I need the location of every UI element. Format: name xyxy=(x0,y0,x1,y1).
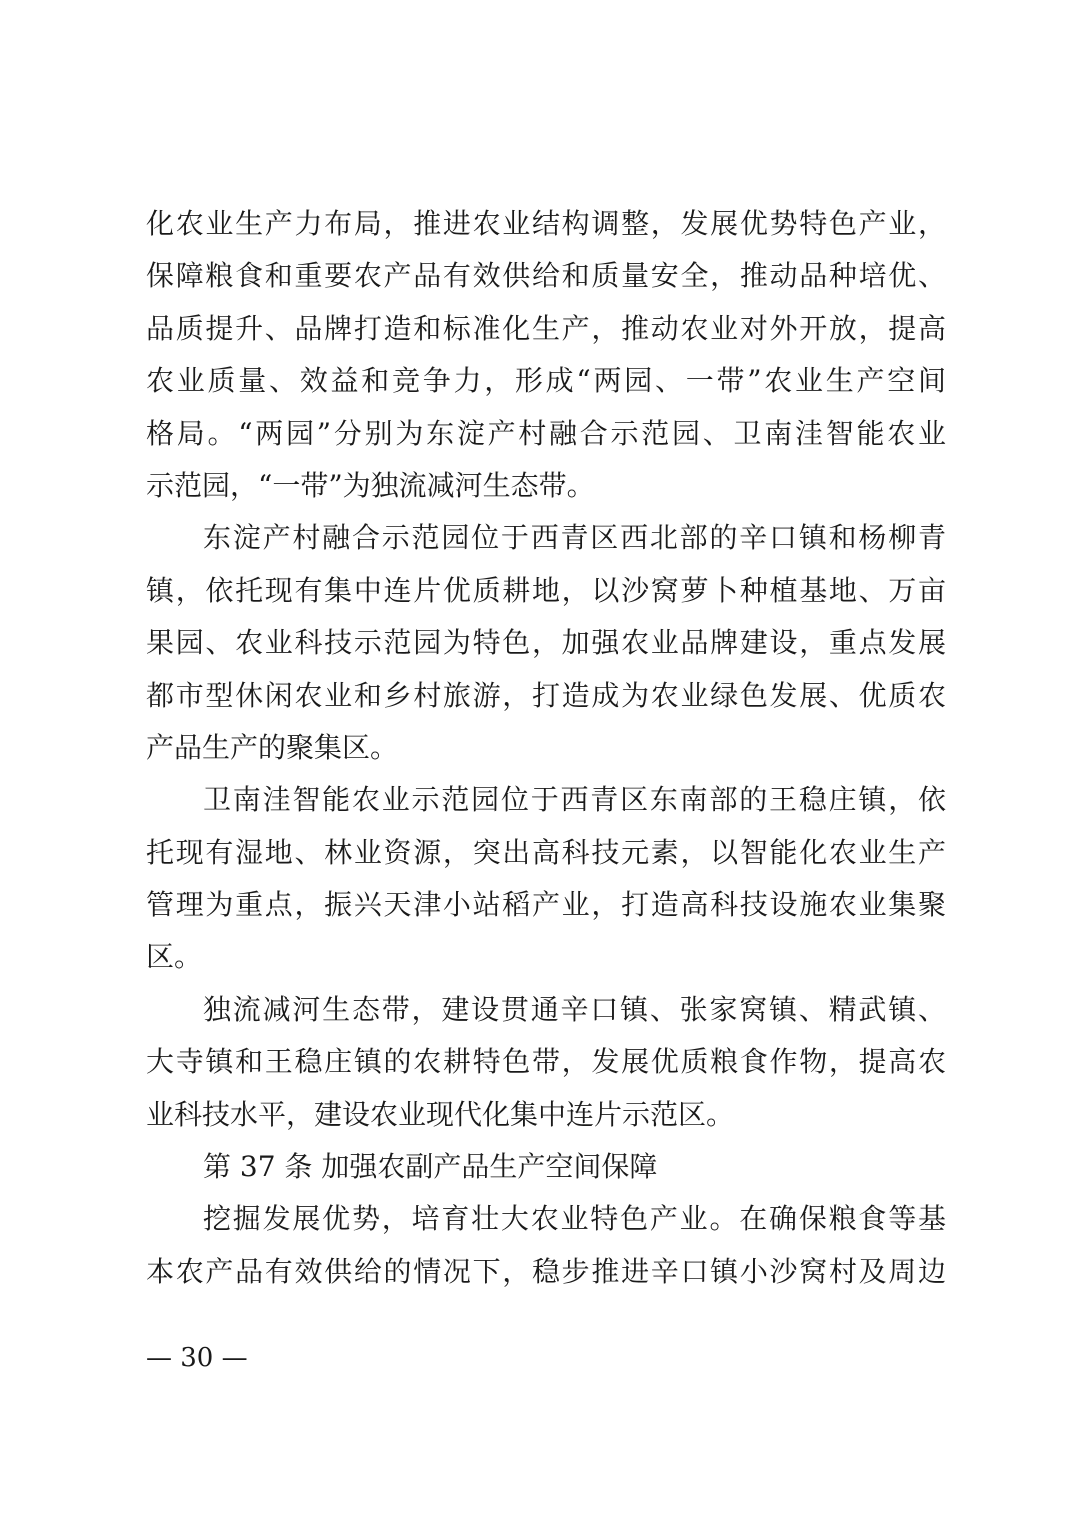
section-heading: 第 37 条 加强农副产品生产空间保障 xyxy=(203,1150,658,1184)
text-line: 保障粮食和重要农产品有效供给和质量安全，推动品种培优、 xyxy=(146,259,946,293)
text-line: 托现有湿地、林业资源，突出高科技元素，以智能化农业生产 xyxy=(146,835,946,869)
page-number: — 30 — xyxy=(146,1343,248,1373)
text-line: 格局。“两园”分别为东淀产村融合示范园、卫南洼智能农业 xyxy=(146,416,946,450)
text-line: 大寺镇和王稳庄镇的农耕特色带，发展优质粮食作物，提高农 xyxy=(146,1045,946,1079)
text-line: 产品生产的聚集区。 xyxy=(146,730,399,764)
paragraph-start-line: 独流减河生态带，建设贯通辛口镇、张家窝镇、精武镇、 xyxy=(203,992,946,1026)
paragraph-start-line: 东淀产村融合示范园位于西青区西北部的辛口镇和杨柳青 xyxy=(203,521,946,555)
text-line: 本农产品有效供给的情况下，稳步推进辛口镇小沙窝村及周边 xyxy=(146,1254,946,1288)
paragraph-start-line: 挖掘发展优势，培育壮大农业特色产业。在确保粮食等基 xyxy=(203,1202,946,1236)
paragraph-start-line: 卫南洼智能农业示范园位于西青区东南部的王稳庄镇，依 xyxy=(203,783,946,817)
text-line: 示范园，“一带”为独流减河生态带。 xyxy=(146,468,595,502)
text-line: 业科技水平，建设农业现代化集中连片示范区。 xyxy=(146,1097,735,1131)
text-line: 管理为重点，振兴天津小站稻产业，打造高科技设施农业集聚 xyxy=(146,888,946,922)
text-line: 区。 xyxy=(146,940,203,974)
body-text xyxy=(146,198,946,1298)
text-line: 农业质量、效益和竞争力，形成“两园、一带”农业生产空间 xyxy=(146,364,946,398)
text-line: 镇，依托现有集中连片优质耕地，以沙窝萝卜种植基地、万亩 xyxy=(146,573,946,607)
text-line: 都市型休闲农业和乡村旅游，打造成为农业绿色发展、优质农 xyxy=(146,678,946,712)
text-line: 果园、农业科技示范园为特色，加强农业品牌建设，重点发展 xyxy=(146,626,946,660)
text-line: 品质提升、品牌打造和标准化生产，推动农业对外开放，提高 xyxy=(146,311,946,345)
text-line: 化农业生产力布局，推进农业结构调整，发展优势特色产业， xyxy=(146,207,946,240)
